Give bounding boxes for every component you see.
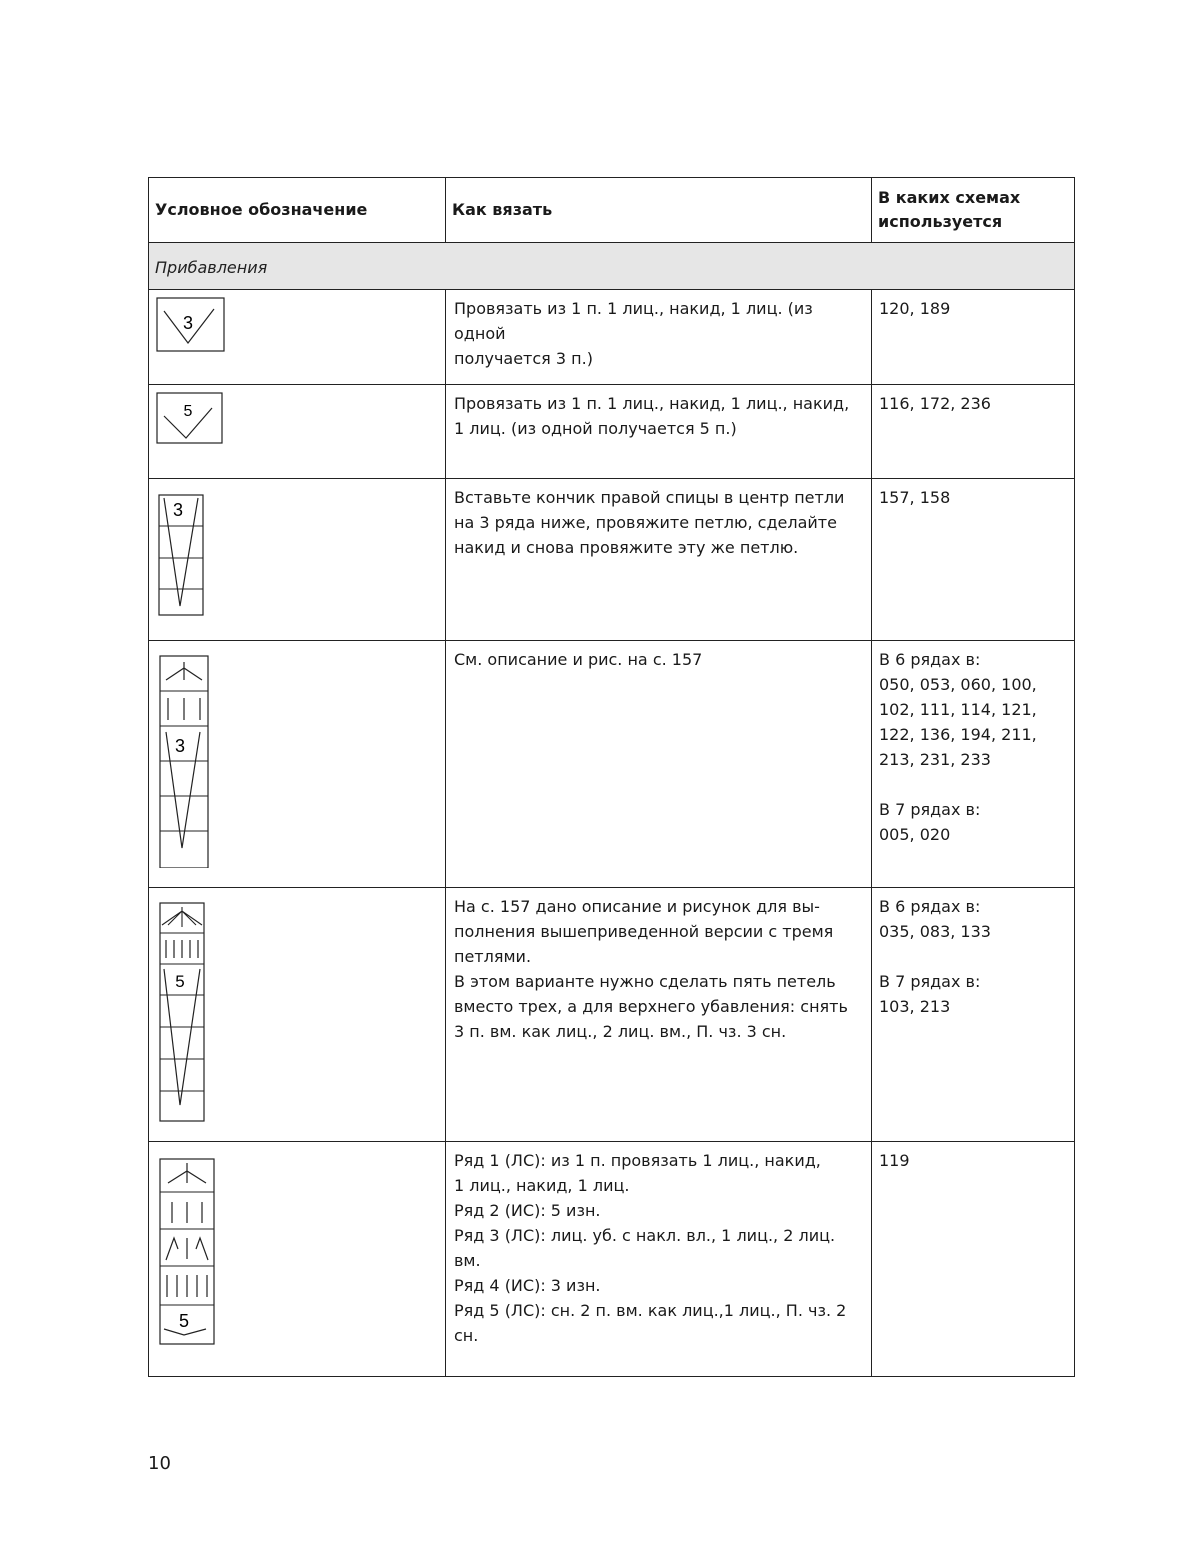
header-symbol: Условное обозначение <box>149 178 446 243</box>
header-used-in: В каких схемах используется <box>872 178 1075 243</box>
bobble-3-symbol <box>156 648 216 868</box>
symbol-number: 3 <box>174 736 186 756</box>
row-used-in: 157, 158 <box>879 488 951 507</box>
symbol-number: 5 <box>183 403 193 420</box>
symbol-number: 5 <box>175 972 185 991</box>
row-used-in: В 6 рядах в: 035, 083, 133 В 7 рядах в: 103, 213 <box>879 897 991 1016</box>
table-row <box>149 1142 1075 1377</box>
table-row <box>149 385 1075 479</box>
row-description: Вставьте кончик правой спицы в центр петли на 3 ряда ниже, провяжите петлю, сделайте накид и снова провяжите эту же петлю. <box>454 488 845 557</box>
header-how-to-knit: Как вязать <box>446 178 872 243</box>
increase-5-symbol <box>156 392 226 446</box>
table-row <box>149 888 1075 1142</box>
increase-below-3-symbol <box>156 486 216 616</box>
table-header-row <box>149 178 1075 243</box>
symbol-number: 3 <box>172 500 184 520</box>
row-description: См. описание и рис. на с. 157 <box>454 650 703 669</box>
row-used-in: 119 <box>879 1151 910 1170</box>
row-used-in: 116, 172, 236 <box>879 394 991 413</box>
row-used-in: 120, 189 <box>879 299 951 318</box>
section-title: Прибавления <box>155 258 268 277</box>
page-number: 10 <box>148 1453 171 1474</box>
row-description: Ряд 1 (ЛС): из 1 п. провязать 1 лиц., накид, 1 лиц., накид, 1 лиц. Ряд 2 (ИС): 5 изн. Ряд 3 (ЛС): лиц. уб. с накл. вл., 1 лиц., 2 лиц. вм. Ряд 4 (ИС): 3 изн. Ряд 5 (ЛС): сн. 2 п. вм. как лиц.,1 лиц., П. чз. 2 сн. <box>454 1151 847 1345</box>
row-description: На с. 157 дано описание и рисунок для вы- полнения вышеприведенной версии с тремя петлями. В этом варианте нужно сделать пять петель вместо трех, а для верхнего убавления: снять 3 п. вм. как лиц., 2 лиц. вм., П. чз. 3 сн. <box>454 897 848 1041</box>
bobble-5-rows-symbol <box>156 1149 226 1349</box>
row-used-in: В 6 рядах в: 050, 053, 060, 100, 102, 111, 114, 121, 122, 136, 194, 211, 213, 231, 233 В 7 рядах в: 005, 020 <box>879 650 1037 844</box>
bobble-5-symbol <box>156 895 216 1125</box>
symbol-number: 5 <box>178 1311 190 1331</box>
row-description: Провязать из 1 п. 1 лиц., накид, 1 лиц. (из одной получается 3 п.) <box>454 299 813 368</box>
section-row <box>149 243 1075 290</box>
symbol-number: 3 <box>182 313 194 333</box>
symbols-table <box>148 177 1075 1377</box>
increase-3-symbol <box>156 297 226 353</box>
table-row <box>149 641 1075 888</box>
table-row <box>149 479 1075 641</box>
row-description: Провязать из 1 п. 1 лиц., накид, 1 лиц., накид, 1 лиц. (из одной получается 5 п.) <box>454 394 850 438</box>
table-row <box>149 290 1075 385</box>
